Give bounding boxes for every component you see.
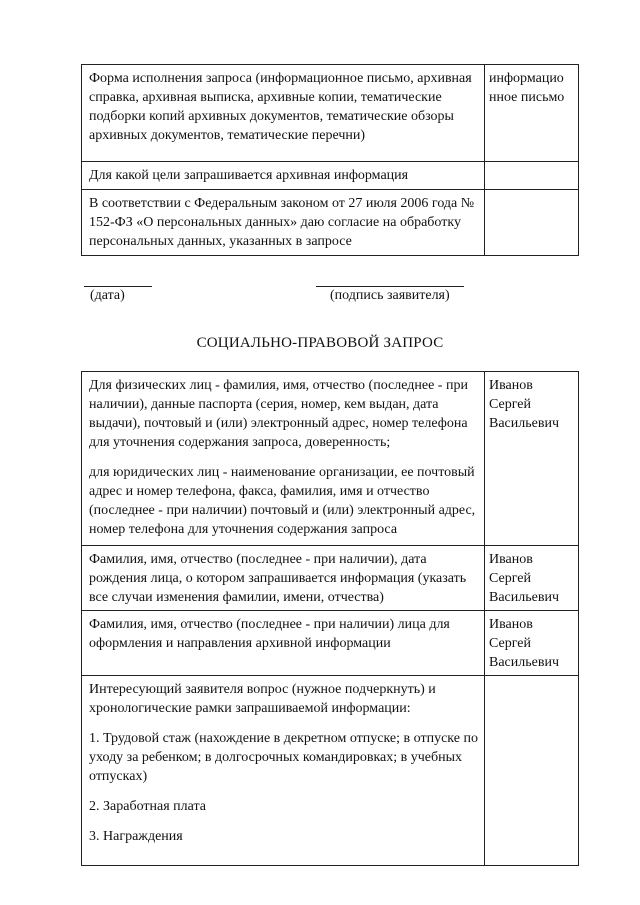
table-row [82,190,579,256]
recipient-person-label: Фамилия, имя, отчество (последнее - при наличии) лица для оформления и направления архивной информации [82,611,485,676]
question-intro: Интересующий заявителя вопрос (нужное подчеркнуть) и хронологические рамки запрашиваемой информации: [89,682,436,716]
question-item-salary[interactable]: 2. Заработная плата [89,799,206,814]
table-row [82,372,579,546]
recipient-person-value[interactable]: Иванов Сергей Васильевич [485,611,579,676]
signature-line[interactable] [316,286,464,287]
form-of-execution-label: Форма исполнения запроса (информационное письмо, архивная справка, архивная выписка, архивные копии, тематические подборки копий архивных документов, тематические обзоры архивных документов, тематические перечни) [82,65,485,162]
subject-person-value[interactable]: Иванов Сергей Васильевич [485,546,579,611]
social-legal-request-table [81,371,579,866]
question-item-awards[interactable]: 3. Награждения [89,829,183,844]
request-details-table [81,64,579,256]
form-of-execution-value[interactable]: информацио нное письмо [485,65,579,162]
table-row [82,676,579,866]
applicant-info-cell [82,372,485,546]
applicant-physical-label: Для физических лиц - фамилия, имя, отчество (последнее - при наличии), данные паспорта (серия, номер, кем выдан, дата выдачи), почтовый и (или) электронный адрес, номер телефона для уточнения содержания запроса, доверенность; [89,378,468,450]
table-row [82,546,579,611]
consent-label: В соответствии с Федеральным законом от 27 июля 2006 года № 152-ФЗ «О персональных данных» даю согласие на обработку персональных данных, указанных в запросе [82,190,485,256]
purpose-value[interactable] [485,162,579,190]
consent-value[interactable] [485,190,579,256]
purpose-label: Для какой цели запрашивается архивная информация [82,162,485,190]
signature-label: (подпись заявителя) [330,288,450,303]
table-row [82,611,579,676]
table-row [82,162,579,190]
page-title: СОЦИАЛЬНО-ПРАВОВОЙ ЗАПРОС [196,335,444,351]
applicant-legal-label: для юридических лиц - наименование организации, ее почтовый адрес и номер телефона, факса, фамилия, имя и отчество (последнее - при наличии) почтовый и (или) электронный адрес, номер телефона для уточнения содержания запроса [89,465,476,537]
question-cell [82,676,485,866]
subject-person-label: Фамилия, имя, отчество (последнее - при наличии), дата рождения лица, о котором запрашивается информация (указать все случаи изменения фамилии, имени, отчества) [82,546,485,611]
question-item-work-experience[interactable]: 1. Трудовой стаж (нахождение в декретном отпуске; в отпуске по уходу за ребенком; в долгосрочных командировках; в учебных отпусках) [89,731,478,784]
date-line[interactable] [84,286,152,287]
table-row [82,65,579,162]
date-label: (дата) [90,288,125,303]
question-value[interactable] [485,676,579,866]
applicant-name-value[interactable]: Иванов Сергей Васильевич [485,372,579,546]
